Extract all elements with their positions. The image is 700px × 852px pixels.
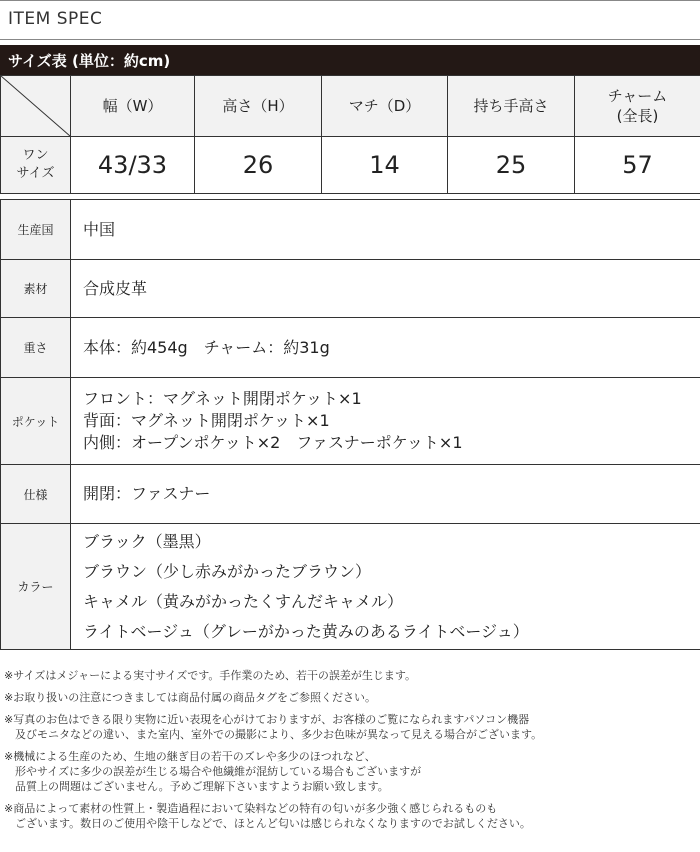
pocket-line: フロント：マグネット開閉ポケット×1 xyxy=(83,389,362,408)
spec-table xyxy=(0,199,700,650)
column-handle-height: 持ち手高さ xyxy=(448,76,575,137)
spec-value-country: 中国 xyxy=(71,200,700,260)
row-label-one-size: ワン サイズ xyxy=(1,137,71,194)
value-depth: 14 xyxy=(322,137,448,194)
color-line: ブラウン（少し赤みがかったブラウン） xyxy=(83,561,372,581)
spec-label-country: 生産国 xyxy=(1,200,71,260)
note-item: ※商品によって素材の性質上・製造過程において染料などの特有の匂いが多少強く感じられるものも ございます。数日のご使用や陰干しなどで、ほとんど匂いは感じられなくなりますのでお試しください。 xyxy=(4,802,531,830)
column-charm-sublabel: (全長) xyxy=(616,107,659,125)
column-charm-label: チャーム xyxy=(607,87,668,105)
spec-label-weight: 重さ xyxy=(1,318,71,378)
pocket-line: 内側：オープンポケット×2 ファスナーポケット×1 xyxy=(83,433,463,452)
size-table-section xyxy=(0,45,700,192)
spec-row-color xyxy=(1,524,700,650)
column-height: 高さ（H） xyxy=(195,76,322,137)
pocket-line: 背面：マグネット開閉ポケット×1 xyxy=(83,411,330,430)
column-width: 幅（W） xyxy=(71,76,195,137)
spec-value-spec: 開閉：ファスナー xyxy=(71,465,700,524)
spec-value-weight: 本体：約454g チャーム：約31g xyxy=(71,318,700,378)
spec-label-color: カラー xyxy=(1,524,71,650)
spec-label-pocket: ポケット xyxy=(1,378,71,465)
spec-row-pocket xyxy=(1,378,700,465)
value-handle-height: 25 xyxy=(448,137,575,194)
spec-value-material: 合成皮革 xyxy=(71,260,700,318)
size-table xyxy=(0,75,700,194)
color-line: ライトベージュ（グレーがかった黄みのあるライトベージュ） xyxy=(83,621,529,641)
diagonal-corner-cell xyxy=(1,76,71,137)
note-item: ※写真のお色はできる限り実物に近い表現を心がけておりますが、お客様のご覧になられますパソコン機器 及びモニタなどの違い、また室内、室外での撮影により、多少お色味が異なって見える場合がございます。 xyxy=(4,713,543,741)
color-line: ブラック（墨黒） xyxy=(83,531,211,551)
spec-row-country xyxy=(1,200,700,260)
size-table-row xyxy=(1,137,700,194)
size-table-header-row xyxy=(1,76,700,137)
column-depth: マチ（D） xyxy=(322,76,448,137)
column-charm xyxy=(575,76,700,137)
spec-label-spec: 仕様 xyxy=(1,465,71,524)
note-item: ※サイズはメジャーによる実寸サイズです。手作業のため、若干の誤差が生じます。 xyxy=(4,669,417,682)
size-table-heading: サイズ表 (単位：約cm) xyxy=(0,45,700,75)
page-title: ITEM SPEC xyxy=(0,0,700,40)
spec-row-material xyxy=(1,260,700,318)
spec-label-material: 素材 xyxy=(1,260,71,318)
note-item: ※お取り扱いの注意につきましては商品付属の商品タグをご参照ください。 xyxy=(4,691,376,704)
diagonal-line-icon xyxy=(1,76,70,136)
spec-value-pocket xyxy=(71,378,700,465)
spec-value-color xyxy=(71,524,700,650)
notes-section xyxy=(4,668,698,838)
value-height: 26 xyxy=(195,137,322,194)
color-line: キャメル（黄みがかったくすんだキャメル） xyxy=(83,591,404,611)
spec-row-weight xyxy=(1,318,700,378)
value-width: 43/33 xyxy=(71,137,195,194)
note-item: ※機械による生産のため、生地の継ぎ目の若干のズレや多少のほつれなど、 形やサイズに多少の誤差が生じる場合や他繊維が混紡している場合もございますが 品質上の問題はございません。予めご理解下さいますようお願い致します。 xyxy=(4,750,422,793)
value-charm: 57 xyxy=(575,137,700,194)
spec-row-spec xyxy=(1,465,700,524)
